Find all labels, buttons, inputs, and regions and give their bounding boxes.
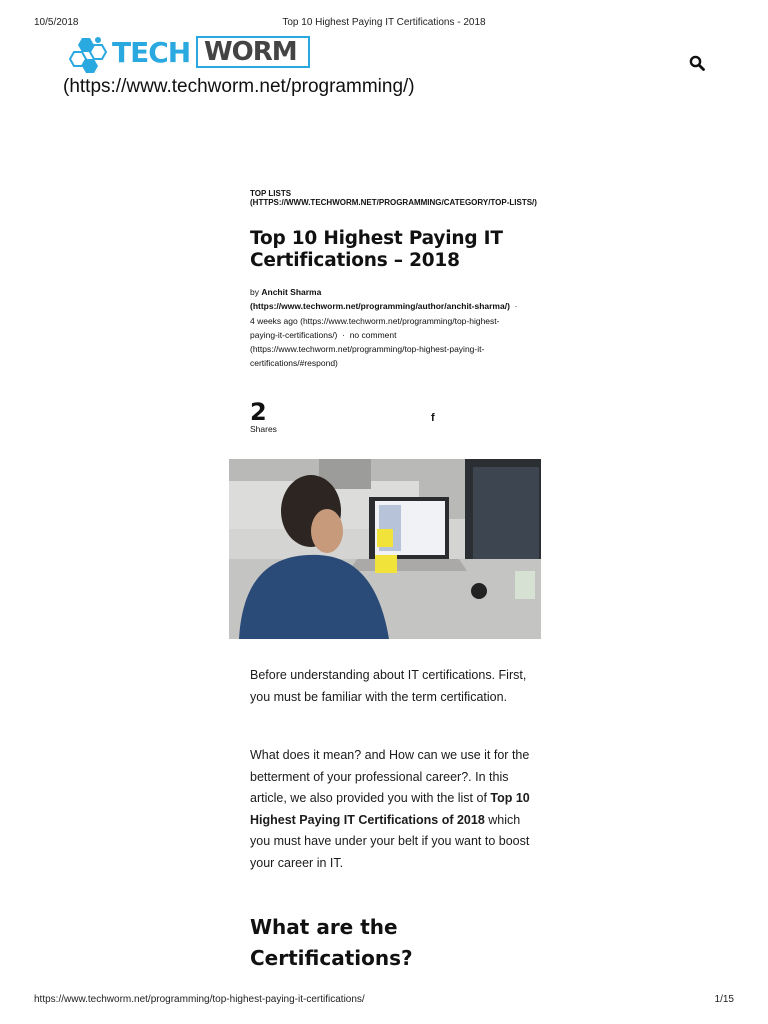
logo-text-tech: TECH [112,36,191,69]
search-icon[interactable] [689,55,705,71]
hero-photo-illustration [229,459,541,639]
comments-text: no comment [349,329,397,340]
meta-separator-2: · [342,329,345,340]
share-count: 2 [250,398,267,426]
comments-url: (https://www.techworm.net/programming/top-highest-paying-it-certifications/#respond) [250,344,485,369]
meta-by: by [250,287,259,297]
paragraph-2-intro: What does it mean? and How can we use it for the betterment of your professional career?. In this article, we also provided you with the list of [250,748,530,805]
category-url: (HTTPS://WWW.TECHWORM.NET/PROGRAMMING/CATEGORY/TOP-LISTS/) [250,198,537,207]
share-counter [250,398,277,434]
logo-worm-box [196,36,310,68]
author-name: Anchit Sharma [261,287,322,297]
share-label: Shares [250,424,277,434]
paragraph-1: Before understanding about IT certifications. First, you must be familiar with the term certification. [250,668,527,704]
article-meta [250,285,520,371]
paragraph-2-bold: Top 10 Highest Paying IT Certifications of 2018 [250,791,530,827]
print-date: 10/5/2018 [34,17,79,28]
logo-text-worm: WORM [204,37,297,67]
page-number: 1/15 [714,994,734,1005]
meta-separator: · [514,301,518,312]
section-heading: What are the Certifications? [250,915,413,970]
author-url: (https://www.techworm.net/programming/author/anchit-sharma/) [250,301,510,312]
date-text: 4 weeks ago [250,315,298,326]
paragraph-2 [250,745,530,874]
facebook-icon[interactable]: f [431,412,435,424]
date-url: (https://www.techworm.net/programming/top-highest-paying-it-certifications/) [250,315,500,340]
logo-link-url[interactable]: (https://www.techworm.net/programming/) [63,76,415,97]
paragraph-2-end: which you must have under your belt if you want to boost your career in IT. [250,812,530,870]
logo-hexagon-icon [68,34,112,76]
category-label: TOP LISTS [250,189,292,198]
category-link[interactable] [250,189,540,207]
article-title: Top 10 Highest Paying IT Certifications – 2018 [250,228,503,271]
print-footer-url: https://www.techworm.net/programming/top-highest-paying-it-certifications/ [34,994,365,1005]
author-link[interactable] [250,287,510,311]
hero-image[interactable] [229,459,541,639]
print-title: Top 10 Highest Paying IT Certifications - 2018 [282,17,486,28]
